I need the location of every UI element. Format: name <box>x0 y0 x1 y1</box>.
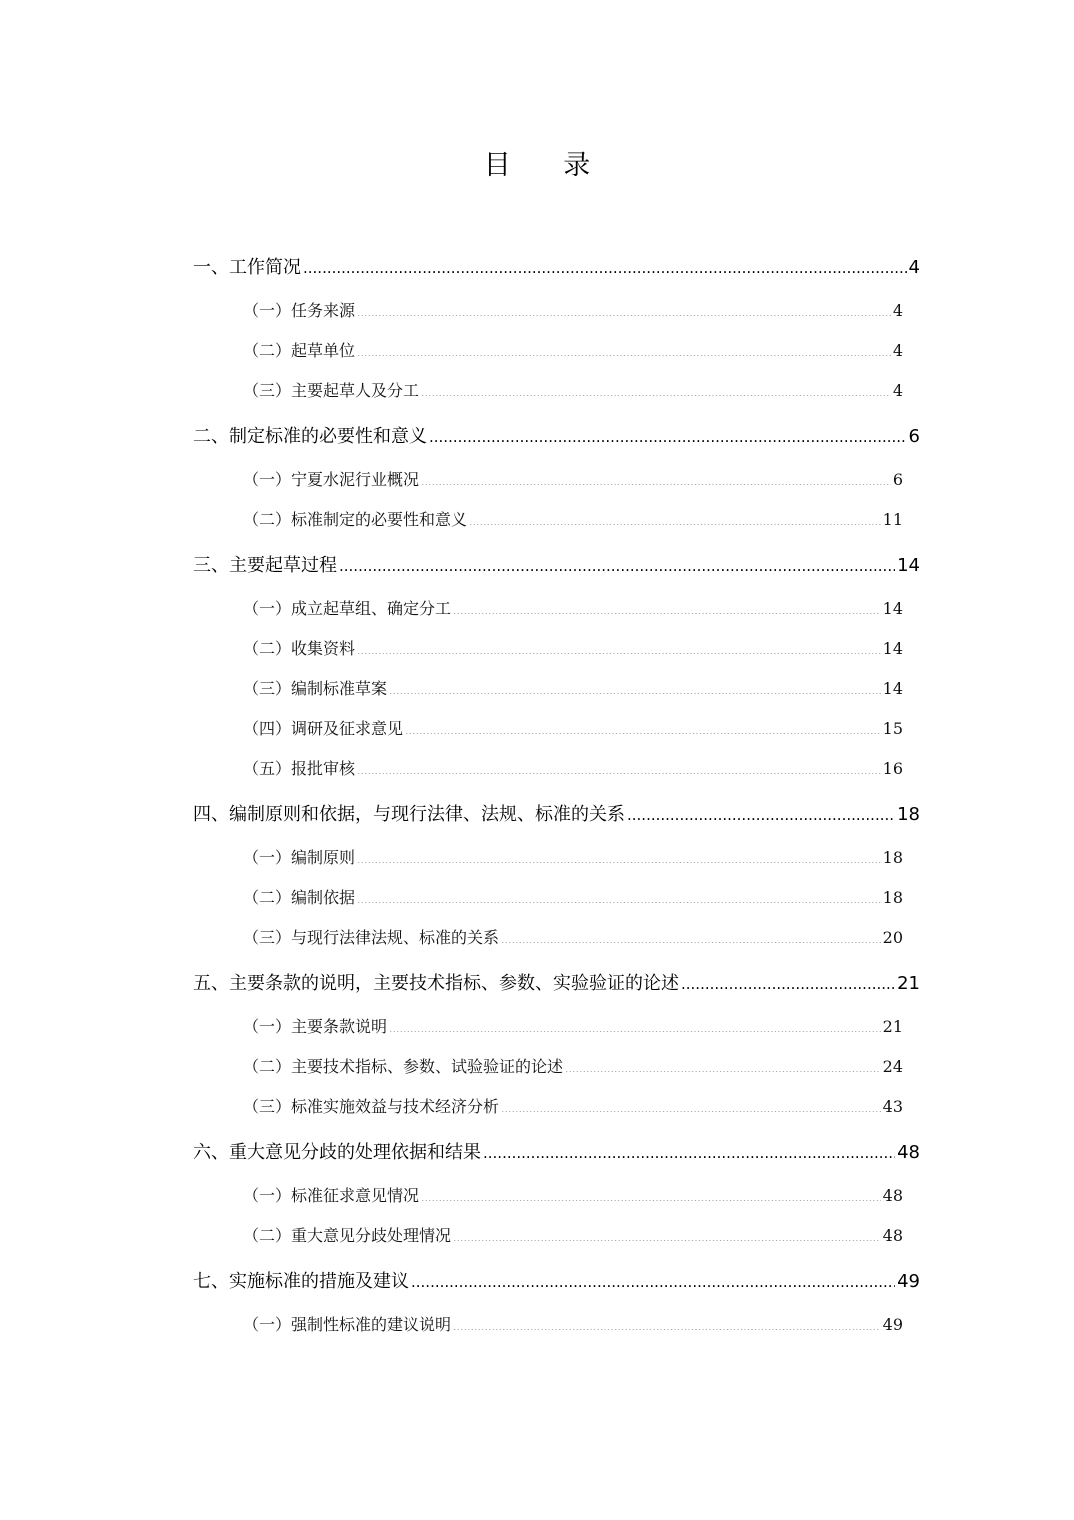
toc-entry-label: 七、实施标准的措施及建议 <box>193 1271 409 1292</box>
toc-page-number: 16 <box>882 759 903 778</box>
leader-dots <box>405 718 881 734</box>
toc-page-number: 4 <box>892 301 903 320</box>
toc-entry-label: （一）编制原则 <box>243 848 356 867</box>
toc-section-4-2[interactable] <box>243 886 903 910</box>
leader-dots <box>357 758 881 774</box>
toc-page-number: 20 <box>882 928 903 947</box>
toc-page-number: 14 <box>882 639 903 658</box>
toc-section-6-1[interactable] <box>243 1184 903 1208</box>
toc-entry-label: （三）标准实施效益与技术经济分析 <box>243 1097 500 1116</box>
toc-chapter-5[interactable] <box>193 971 920 997</box>
toc-section-7-1[interactable] <box>243 1313 903 1337</box>
toc-section-5-2[interactable] <box>243 1055 903 1079</box>
toc-entry-label: （一）标准征求意见情况 <box>243 1186 420 1205</box>
toc-entry-label: （三）编制标准草案 <box>243 679 388 698</box>
toc-page-number: 48 <box>882 1226 903 1245</box>
toc-chapter-3[interactable] <box>193 553 920 579</box>
toc-section-6-2[interactable] <box>243 1224 903 1248</box>
leader-dots <box>357 887 881 903</box>
toc-entry-label: （二）主要技术指标、参数、试验验证的论述 <box>243 1057 564 1076</box>
toc-page-number: 6 <box>908 426 920 447</box>
toc-entry-label: 四、编制原则和依据，与现行法律、法规、标准的关系 <box>193 804 625 825</box>
leader-dots <box>565 1056 881 1072</box>
toc-page-number: 21 <box>897 973 920 994</box>
toc-section-4-3[interactable] <box>243 926 903 950</box>
toc-entry-label: 六、重大意见分歧的处理依据和结果 <box>193 1142 481 1163</box>
toc-entry-label: （二）收集资料 <box>243 639 356 658</box>
page-title: 目 录 <box>483 150 613 181</box>
toc-section-3-1[interactable] <box>243 597 903 621</box>
leader-dots <box>501 1096 881 1112</box>
toc-entry-label: （一）任务来源 <box>243 301 356 320</box>
leader-dots <box>389 678 881 694</box>
toc-entry-label: （一）主要条款说明 <box>243 1017 388 1036</box>
toc-section-3-5[interactable] <box>243 757 903 781</box>
toc-page-number: 24 <box>882 1057 903 1076</box>
leader-dots <box>303 255 907 273</box>
leader-dots <box>357 847 881 863</box>
leader-dots <box>357 300 891 316</box>
toc-page-number: 48 <box>897 1142 920 1163</box>
toc-entry-label: （一）宁夏水泥行业概况 <box>243 470 420 489</box>
toc-page-number: 18 <box>897 804 920 825</box>
leader-dots <box>389 1016 881 1032</box>
toc-entry-label: 三、主要起草过程 <box>193 555 337 576</box>
leader-dots <box>357 638 881 654</box>
toc-entry-label: （一）强制性标准的建议说明 <box>243 1315 452 1334</box>
toc-chapter-7[interactable] <box>193 1269 920 1295</box>
toc-entry-label: （二）起草单位 <box>243 341 356 360</box>
toc-page-number: 4 <box>892 341 903 360</box>
toc-page-number: 4 <box>908 257 920 278</box>
toc-page-number: 18 <box>882 888 903 907</box>
leader-dots <box>453 1314 881 1330</box>
leader-dots <box>429 424 907 442</box>
toc-entry-label: 一、工作简况 <box>193 257 301 278</box>
toc-page-number: 6 <box>892 470 903 489</box>
toc-page-number: 14 <box>897 555 920 576</box>
toc-page-number: 49 <box>882 1315 903 1334</box>
toc-page-number: 43 <box>882 1097 903 1116</box>
leader-dots <box>453 1225 881 1241</box>
toc-page-number: 14 <box>882 679 903 698</box>
toc-entry-label: 五、主要条款的说明，主要技术指标、参数、实验验证的论述 <box>193 973 679 994</box>
toc-section-1-2[interactable] <box>243 339 903 363</box>
leader-dots <box>421 380 891 396</box>
toc-chapter-4[interactable] <box>193 802 920 828</box>
toc-page-number: 21 <box>882 1017 903 1036</box>
toc-entry-label: 二、制定标准的必要性和意义 <box>193 426 427 447</box>
leader-dots <box>411 1269 895 1287</box>
toc-section-2-2[interactable] <box>243 508 903 532</box>
toc-page-number: 11 <box>882 510 903 529</box>
toc-page-number: 15 <box>882 719 903 738</box>
toc-page-number: 14 <box>882 599 903 618</box>
toc-section-3-3[interactable] <box>243 677 903 701</box>
leader-dots <box>681 971 895 989</box>
toc-section-3-4[interactable] <box>243 717 903 741</box>
toc-section-2-1[interactable] <box>243 468 903 492</box>
toc-section-1-1[interactable] <box>243 299 903 323</box>
leader-dots <box>627 802 895 820</box>
toc-entry-label: （四）调研及征求意见 <box>243 719 404 738</box>
toc-entry-label: （五）报批审核 <box>243 759 356 778</box>
toc-chapter-1[interactable] <box>193 255 920 281</box>
toc-entry-label: （二）标准制定的必要性和意义 <box>243 510 468 529</box>
leader-dots <box>421 1185 881 1201</box>
leader-dots <box>483 1140 895 1158</box>
toc-section-4-1[interactable] <box>243 846 903 870</box>
leader-dots <box>421 469 891 485</box>
toc-page-number: 48 <box>882 1186 903 1205</box>
toc-section-1-3[interactable] <box>243 379 903 403</box>
toc-chapter-2[interactable] <box>193 424 920 450</box>
toc-section-5-1[interactable] <box>243 1015 903 1039</box>
toc-entry-label: （一）成立起草组、确定分工 <box>243 599 452 618</box>
toc-section-3-2[interactable] <box>243 637 903 661</box>
toc-entry-label: （二）编制依据 <box>243 888 356 907</box>
toc-page-number: 4 <box>892 381 903 400</box>
toc-page-number: 18 <box>882 848 903 867</box>
toc-page-number: 49 <box>897 1271 920 1292</box>
leader-dots <box>453 598 881 614</box>
leader-dots <box>501 927 881 943</box>
leader-dots <box>357 340 891 356</box>
toc-entry-label: （三）与现行法律法规、标准的关系 <box>243 928 500 947</box>
leader-dots <box>339 553 895 571</box>
toc-entry-label: （三）主要起草人及分工 <box>243 381 420 400</box>
toc-chapter-6[interactable] <box>193 1140 920 1166</box>
toc-section-5-3[interactable] <box>243 1095 903 1119</box>
toc-entry-label: （二）重大意见分歧处理情况 <box>243 1226 452 1245</box>
leader-dots <box>469 509 881 525</box>
